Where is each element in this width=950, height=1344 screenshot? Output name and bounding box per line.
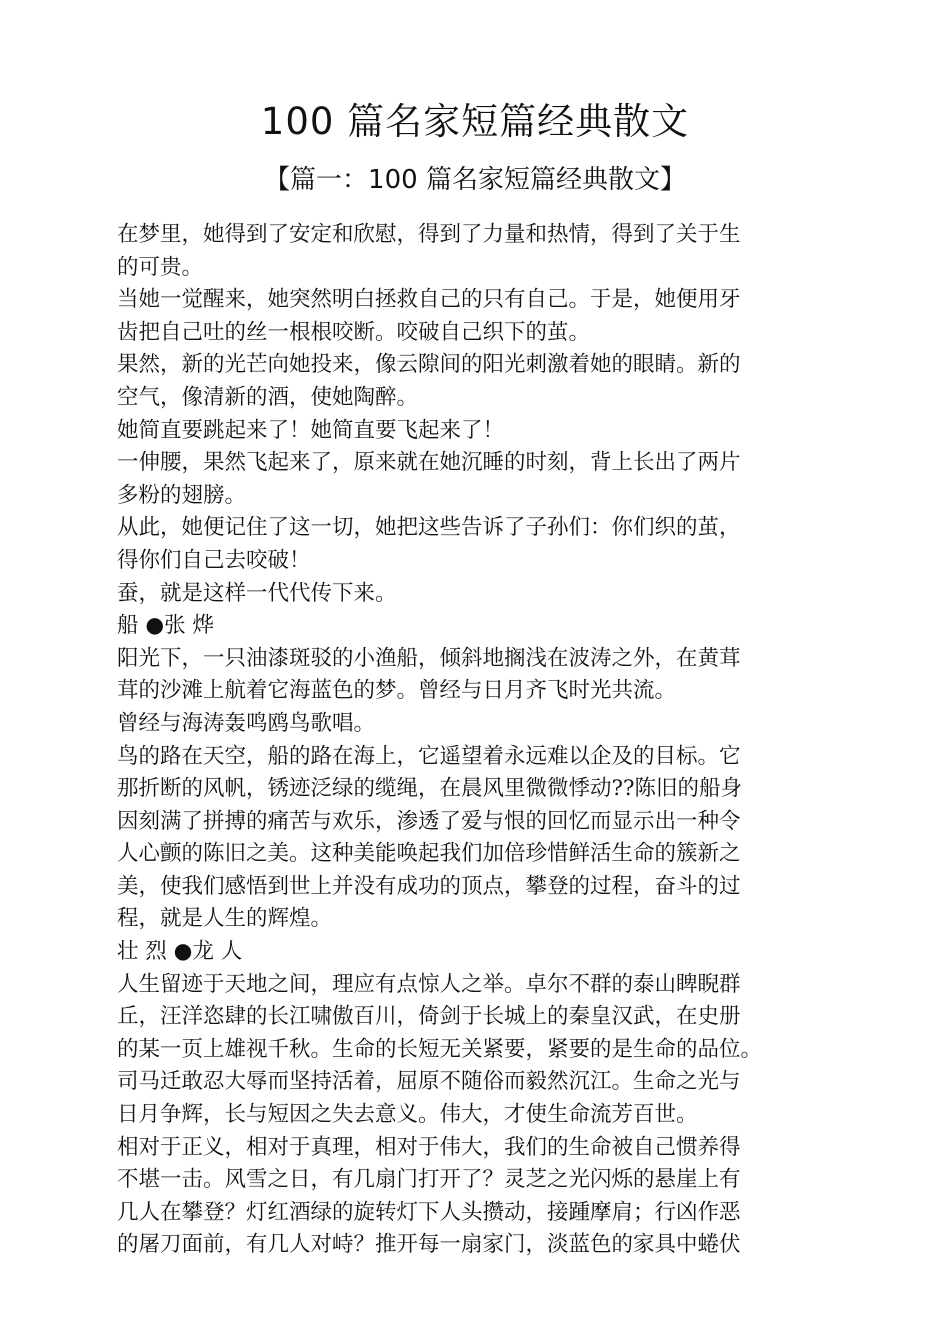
document-title: 100 篇名家短篇经典散文 xyxy=(260,100,690,143)
text-line: 丘，汪洋恣肆的长江啸傲百川，倚剑于长城上的秦皇汉武，在史册 xyxy=(117,1004,741,1030)
text-line: 的可贵。 xyxy=(117,254,204,280)
text-line: 一伸腰，果然飞起来了，原来就在她沉睡的时刻，背上长出了两片 xyxy=(117,450,741,476)
text-line: 齿把自己吐的丝一根根咬断。咬破自己织下的茧。 xyxy=(117,319,591,345)
text-line: 蚕，就是这样一代代传下来。 xyxy=(117,580,397,606)
text-line: 果然，新的光芒向她投来，像云隙间的阳光刺激着她的眼睛。新的 xyxy=(117,352,741,378)
text-line: 人心颤的陈旧之美。这种美能唤起我们加倍珍惜鲜活生命的簇新之 xyxy=(117,841,741,867)
text-line: 在梦里，她得到了安定和欣慰，得到了力量和热情，得到了关于生 xyxy=(117,222,741,247)
document-body xyxy=(117,219,852,1262)
text-line: 司马迁敢忍大辱而坚持活着，屈原不随俗而毅然沉江。生命之光与 xyxy=(117,1069,741,1095)
text-line: 那折断的风帆，锈迹泛绿的缆绳，在晨风里微微悸动??陈旧的船身 xyxy=(117,776,743,802)
text-line: 的屠刀面前，有几人对峙？推开每一扇家门，淡蓝色的家具中蜷伏 xyxy=(117,1232,741,1258)
text-line: 阳光下，一只油漆斑驳的小渔船，倾斜地搁浅在波涛之外，在黄茸 xyxy=(117,645,741,671)
text-line: 程，就是人生的辉煌。 xyxy=(117,906,333,932)
text-line: 相对于正义，相对于真理，相对于伟大，我们的生命被自己惯养得 xyxy=(117,1134,741,1160)
text-line: 因刻满了拼搏的痛苦与欢乐，渗透了爱与恨的回忆而显示出一种令 xyxy=(117,808,741,834)
text-line: 她简直要跳起来了！她简直要飞起来了！ xyxy=(117,417,505,443)
text-line: 从此，她便记住了这一切，她把这些告诉了子孙们：你们织的茧， xyxy=(117,515,741,541)
text-line: 壮 烈 ●龙 人 xyxy=(117,939,243,965)
text-line: 船 ●张 烨 xyxy=(117,613,214,639)
text-line: 不堪一击。风雪之日，有几扇门打开了？灵芝之光闪烁的悬崖上有 xyxy=(117,1167,741,1193)
text-line: 茸的沙滩上航着它海蓝色的梦。曾经与日月齐飞时光共流。 xyxy=(117,678,677,704)
text-line: 得你们自己去咬破！ xyxy=(117,547,311,573)
text-line: 当她一觉醒来，她突然明白拯救自己的只有自己。于是，她便用牙 xyxy=(117,287,741,313)
text-line: 美，使我们感悟到世上并没有成功的顶点，攀登的过程，奋斗的过 xyxy=(117,873,741,899)
text-line: 的某一页上雄视千秋。生命的长短无关紧要，紧要的是生命的品位。 xyxy=(117,1036,763,1062)
text-line: 日月争辉，长与短因之失去意义。伟大，才使生命流芳百世。 xyxy=(117,1102,698,1128)
text-line: 曾经与海涛轰鸣鸥鸟歌唱。 xyxy=(117,710,376,736)
text-line: 几人在攀登？灯红酒绿的旋转灯下人头攒动，接踵摩肩；行凶作恶 xyxy=(117,1199,741,1225)
text-line: 空气，像清新的酒，使她陶醉。 xyxy=(117,384,419,410)
text-line: 多粉的翅膀。 xyxy=(117,482,247,508)
text-line: 鸟的路在天空，船的路在海上，它遥望着永远难以企及的目标。它 xyxy=(117,743,741,769)
text-line: 人生留迹于天地之间，理应有点惊人之举。卓尔不群的泰山睥睨群 xyxy=(117,971,741,997)
document-subtitle: 【篇一：100 篇名家短篇经典散文】 xyxy=(264,165,686,195)
